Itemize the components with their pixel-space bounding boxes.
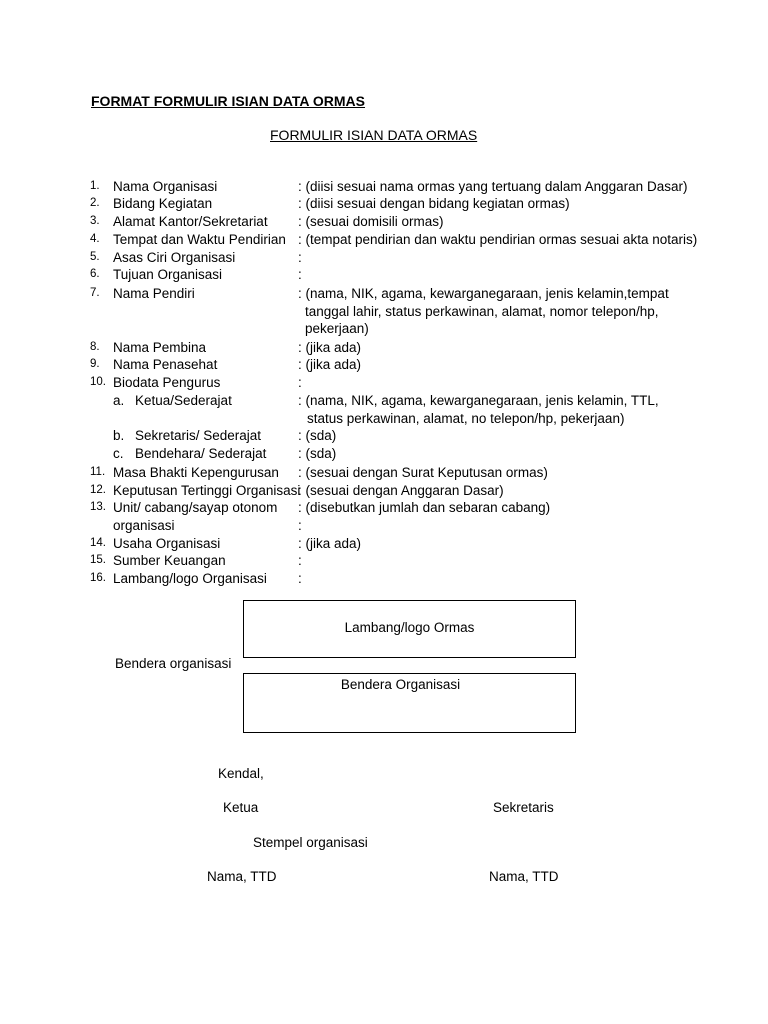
- item-number: 14.: [90, 537, 106, 549]
- sub-item-label: Bendehara/ Sederajat: [135, 446, 267, 461]
- list-item: [0, 500, 768, 536]
- item-value: :: [298, 267, 302, 282]
- item-label: Nama Pendiri: [113, 286, 195, 301]
- item-number: 3.: [90, 215, 100, 227]
- item-value-line: : (nama, NIK, agama, kewarganegaraan, jenis kelamin, TTL,: [298, 393, 659, 408]
- sub-list-item: [0, 428, 768, 446]
- item-value: : (sda): [298, 428, 337, 443]
- item-label-continued: organisasi: [113, 518, 175, 533]
- list-item: [0, 232, 768, 250]
- left-signatory-role: Ketua: [223, 800, 259, 815]
- item-value: :: [298, 375, 302, 390]
- item-label: Tempat dan Waktu Pendirian: [113, 232, 286, 247]
- item-value: : (sesuai dengan Surat Keputusan ormas): [298, 465, 548, 480]
- item-number: 1.: [90, 180, 100, 192]
- list-item: [0, 250, 768, 268]
- item-label: Nama Organisasi: [113, 179, 218, 194]
- item-value: : (jika ada): [298, 340, 362, 355]
- item-value: : (jika ada): [298, 357, 362, 372]
- item-label: Sumber Keuangan: [113, 553, 226, 568]
- document-heading: FORMAT FORMULIR ISIAN DATA ORMAS: [91, 93, 366, 109]
- item-label: Nama Pembina: [113, 340, 207, 355]
- item-value: : (disebutkan jumlah dan sebaran cabang): [298, 500, 551, 515]
- flag-box-label: Bendera Organisasi: [340, 677, 461, 692]
- item-value: : (tempat pendirian dan waktu pendirian ormas sesuai akta notaris): [298, 232, 698, 247]
- list-item: [0, 179, 768, 197]
- item-number: 11.: [90, 466, 106, 478]
- list-item: [0, 536, 768, 554]
- item-label: Alamat Kantor/Sekretariat: [113, 214, 268, 229]
- item-value: :: [298, 553, 302, 568]
- item-value-line: pekerjaan): [305, 321, 369, 336]
- logo-box: [243, 600, 576, 658]
- place-date: Kendal,: [218, 766, 264, 781]
- item-number: 9.: [90, 358, 100, 370]
- item-number: 10.: [90, 376, 106, 388]
- item-number: 12.: [90, 484, 106, 496]
- item-number: 6.: [90, 268, 100, 280]
- item-label: Tujuan Organisasi: [113, 267, 223, 282]
- sub-list-item: [0, 446, 768, 464]
- list-item: [0, 375, 768, 393]
- item-number: 13.: [90, 501, 106, 513]
- flag-label: Bendera organisasi: [115, 656, 232, 671]
- flag-box: [243, 673, 576, 733]
- item-value: :: [298, 571, 302, 586]
- item-number: 15.: [90, 554, 106, 566]
- list-item: [0, 483, 768, 501]
- right-signatory-role: Sekretaris: [493, 800, 554, 815]
- item-value: : (sesuai dengan Anggaran Dasar): [298, 483, 504, 498]
- list-item: [0, 340, 768, 358]
- item-value: : (diisi sesuai nama ormas yang tertuang dalam Anggaran Dasar): [298, 179, 688, 194]
- item-value-line: tanggal lahir, status perkawinan, alamat, nomor telepon/hp,: [305, 304, 659, 319]
- item-label: Biodata Pengurus: [113, 375, 221, 390]
- item-value: : (sesuai domisili ormas): [298, 214, 444, 229]
- sub-list-item: [0, 393, 768, 429]
- item-label: Lambang/logo Organisasi: [113, 571, 267, 586]
- item-label: Nama Penasehat: [113, 357, 218, 372]
- item-number: 16.: [90, 572, 106, 584]
- list-item: [0, 214, 768, 232]
- list-item: [0, 571, 768, 589]
- logo-box-label: Lambang/logo Ormas: [344, 620, 475, 635]
- item-number: 2.: [90, 197, 100, 209]
- sub-item-label: Sekretaris/ Sederajat: [135, 428, 262, 443]
- list-item: [0, 286, 768, 340]
- item-label: Usaha Organisasi: [113, 536, 221, 551]
- item-value: : (diisi sesuai dengan bidang kegiatan ormas): [298, 196, 570, 211]
- list-item: [0, 465, 768, 483]
- item-number: 4.: [90, 233, 100, 245]
- item-label: Unit/ cabang/sayap otonom: [113, 500, 278, 515]
- item-value: :: [298, 250, 302, 265]
- item-label: Bidang Kegiatan: [113, 196, 213, 211]
- item-label: Keputusan Tertinggi Organisasi: [113, 483, 301, 498]
- item-number: 7.: [90, 287, 100, 299]
- list-item: [0, 553, 768, 571]
- item-value-line: status perkawinan, alamat, no telepon/hp, pekerjaan): [307, 411, 625, 426]
- item-number: 8.: [90, 341, 100, 353]
- item-value-continued: :: [298, 518, 302, 533]
- list-item: [0, 196, 768, 214]
- left-signatory-name: Nama, TTD: [207, 869, 277, 884]
- item-value: : (jika ada): [298, 536, 362, 551]
- right-signatory-name: Nama, TTD: [489, 869, 559, 884]
- list-item: [0, 357, 768, 375]
- item-value: : (sda): [298, 446, 337, 461]
- sub-item-label: Ketua/Sederajat: [135, 393, 232, 408]
- sub-item-letter: b.: [113, 428, 125, 443]
- item-label: Asas Ciri Organisasi: [113, 250, 236, 265]
- item-value-line: : (nama, NIK, agama, kewarganegaraan, jenis kelamin,tempat: [298, 286, 669, 301]
- item-number: 5.: [90, 251, 100, 263]
- stamp-label: Stempel organisasi: [253, 835, 368, 850]
- item-label: Masa Bhakti Kepengurusan: [113, 465, 279, 480]
- sub-item-letter: c.: [113, 446, 124, 461]
- sub-item-letter: a.: [113, 393, 125, 408]
- form-title: FORMULIR ISIAN DATA ORMAS: [270, 127, 478, 143]
- list-item: [0, 267, 768, 285]
